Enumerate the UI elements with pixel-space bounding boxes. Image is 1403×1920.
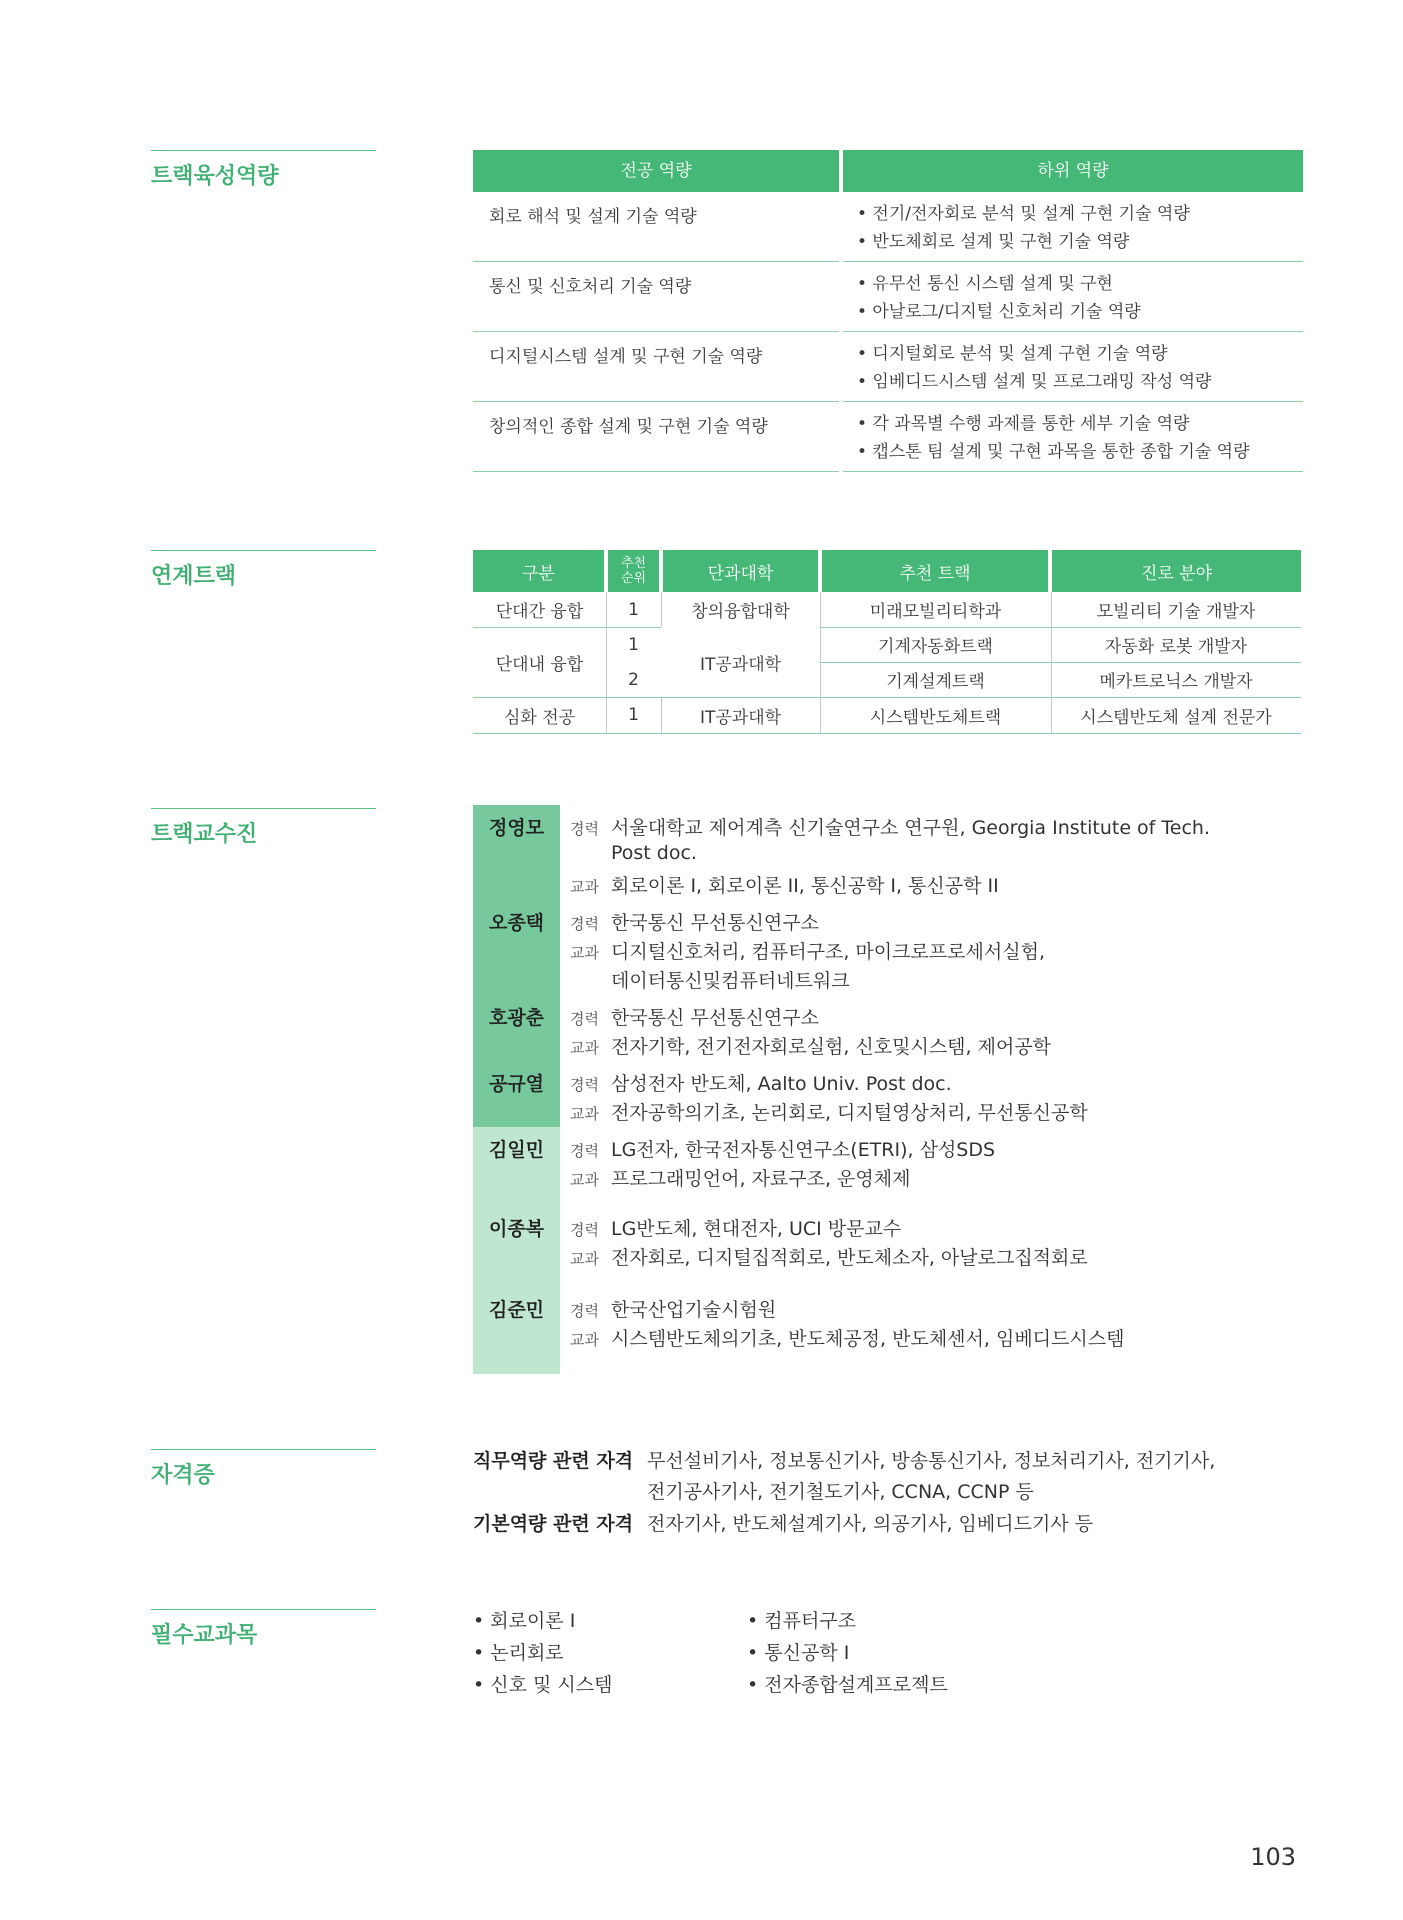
major-competency-cell: 창의적인 종합 설계 및 구현 기술 역량 (473, 402, 839, 472)
faculty-name: 김준민 (488, 1299, 545, 1321)
cell-track: 시스템반도체트랙 (869, 707, 1002, 728)
course-text: 전자회로, 디지털집적회로, 반도체소자, 아날로그집적회로 (611, 1247, 1088, 1269)
section-label-required-courses: 필수교과목 (151, 1609, 376, 1649)
cell-college: IT공과대학 (699, 707, 782, 728)
header-track: 추천 트랙 (822, 550, 1048, 592)
section-label-certifications: 자격증 (151, 1449, 376, 1489)
faculty-name: 정영모 (488, 817, 545, 839)
sub-competency-item: • 반도체회로 설계 및 구현 기술 역량 (857, 232, 1130, 252)
sub-competency-item: • 유무선 통신 시스템 설계 및 구현 (857, 274, 1113, 294)
career-tag: 경력 (570, 1221, 599, 1239)
course-tag: 교과 (570, 1171, 599, 1189)
linked-track-table-header (473, 550, 1301, 592)
career-tag: 경력 (570, 1010, 599, 1028)
cell-college: 창의융합대학 (691, 602, 790, 622)
cell-rank: 1 (628, 599, 639, 620)
course-tag: 교과 (570, 878, 599, 896)
faculty-course-line (570, 1324, 1124, 1351)
cell-track: 기계설계트랙 (886, 672, 985, 692)
cell-track: 기계자동화트랙 (878, 637, 993, 657)
career-text: 한국산업기술시험원 (611, 1299, 777, 1321)
major-competency-cell: 통신 및 신호처리 기술 역량 (473, 262, 839, 332)
faculty-career-line (570, 1214, 901, 1241)
career-tag: 경력 (570, 915, 599, 933)
table-row (473, 332, 1303, 402)
course-tag: 교과 (570, 1250, 599, 1268)
cell-career: 시스템반도체 설계 전문가 (1080, 707, 1272, 728)
career-text: 삼성전자 반도체, Aalto Univ. Post doc. (611, 1073, 952, 1095)
faculty-course-line (570, 937, 1045, 964)
course-tag: 교과 (570, 944, 599, 962)
cell-type: 심화 전공 (503, 707, 576, 728)
faculty-course-line (570, 1164, 910, 1191)
faculty-name: 호광춘 (488, 1007, 545, 1029)
table-row (473, 262, 1303, 332)
career-tag: 경력 (570, 1076, 599, 1094)
basic-cert-label: 기본역량 관련 자격 (473, 1513, 634, 1535)
header-rank-bottom: 순위 (620, 571, 647, 586)
header-type: 구분 (473, 550, 604, 592)
sub-competency-cell (843, 402, 1303, 472)
career-text: Post doc. (611, 842, 697, 864)
course-text: 전자공학의기초, 논리회로, 디지털영상처리, 무선통신공학 (611, 1102, 1088, 1124)
course-text: 전자기학, 전기전자회로실험, 신호및시스템, 제어공학 (611, 1036, 1052, 1058)
major-competency-cell: 회로 해석 및 설계 기술 역량 (473, 192, 839, 262)
section-label-competency: 트랙육성역량 (151, 150, 376, 190)
course-text: 데이터통신및컴퓨터네트워크 (611, 970, 850, 992)
faculty-name: 이종복 (488, 1218, 545, 1240)
competency-table (473, 150, 1303, 472)
page-number: 103 (1250, 1843, 1296, 1871)
header-major-competency: 전공 역량 (473, 150, 839, 192)
career-tag: 경력 (570, 820, 599, 838)
career-text: 한국통신 무선통신연구소 (611, 1007, 819, 1029)
sub-competency-cell (843, 192, 1303, 262)
faculty-career-line (570, 1295, 776, 1322)
section-label-faculty: 트랙교수진 (151, 808, 376, 848)
table-row (473, 192, 1303, 262)
course-tag: 교과 (570, 1331, 599, 1349)
table-row (473, 402, 1303, 472)
sub-competency-item: • 임베디드시스템 설계 및 프로그래밍 작성 역량 (857, 372, 1212, 392)
faculty-course-line (570, 871, 999, 898)
faculty-name: 공규열 (488, 1073, 545, 1095)
course-text: 프로그래밍언어, 자료구조, 운영체제 (611, 1168, 911, 1190)
required-course-item: • 신호 및 시스템 (473, 1674, 613, 1696)
sub-competency-item: • 디지털회로 분석 및 설계 구현 기술 역량 (857, 344, 1168, 364)
cell-rank: 2 (628, 669, 639, 690)
course-tag: 교과 (570, 1039, 599, 1057)
faculty-career-line (570, 1003, 819, 1030)
required-course-item: • 통신공학 I (747, 1642, 850, 1664)
header-rank-top: 추천 (620, 556, 647, 571)
faculty-name: 김일민 (488, 1139, 545, 1161)
cell-career: 자동화 로봇 개발자 (1104, 637, 1248, 657)
career-tag: 경력 (570, 1302, 599, 1320)
faculty-career-line (570, 813, 1210, 840)
course-text: 시스템반도체의기초, 반도체공정, 반도체센서, 임베디드시스템 (611, 1328, 1125, 1350)
cell-track: 미래모빌리티학과 (869, 602, 1002, 622)
cell-type: 단대내 융합 (495, 654, 584, 675)
competency-table-header (473, 150, 1303, 192)
required-course-item: • 논리회로 (473, 1642, 564, 1664)
header-rank (608, 550, 659, 592)
required-course-item: • 회로이론 I (473, 1610, 576, 1632)
job-cert-text: 무선설비기사, 정보통신기사, 방송통신기사, 정보처리기사, 전기기사, (647, 1450, 1216, 1472)
sub-competency-item: • 캡스톤 팀 설계 및 구현 과목을 통한 종합 기술 역량 (857, 442, 1250, 462)
faculty-career-line (570, 1135, 995, 1162)
basic-cert-text: 전자기사, 반도체설계기사, 의공기사, 임베디드기사 등 (647, 1513, 1094, 1535)
faculty-name-column-light (473, 1127, 560, 1374)
faculty-career-line (570, 842, 697, 864)
course-text: 디지털신호처리, 컴퓨터구조, 마이크로프로세서실험, (611, 941, 1045, 963)
header-sub-competency: 하위 역량 (843, 150, 1303, 192)
faculty-course-line (570, 966, 850, 993)
cell-college: IT공과대학 (661, 627, 820, 697)
major-competency-cell: 디지털시스템 설계 및 구현 기술 역량 (473, 332, 839, 402)
sub-competency-cell (843, 332, 1303, 402)
cell-rank: 1 (628, 634, 639, 655)
row-divider (473, 733, 1301, 734)
sub-competency-item: • 전기/전자회로 분석 및 설계 구현 기술 역량 (857, 204, 1190, 224)
career-text: 서울대학교 제어계측 신기술연구소 연구원, Georgia Institute of Tech. (611, 817, 1210, 839)
cell-type: 단대간 융합 (495, 602, 584, 622)
faculty-career-line (570, 908, 819, 935)
career-text: 한국통신 무선통신연구소 (611, 912, 819, 934)
required-course-item: • 컴퓨터구조 (747, 1610, 857, 1632)
faculty-career-line (570, 1069, 952, 1096)
sub-competency-item: • 각 과목별 수행 과제를 통한 세부 기술 역량 (857, 414, 1190, 434)
career-text: LG반도체, 현대전자, UCI 방문교수 (611, 1218, 902, 1240)
course-tag: 교과 (570, 1105, 599, 1123)
career-tag: 경력 (570, 1142, 599, 1160)
faculty-course-line (570, 1243, 1088, 1270)
career-text: LG전자, 한국전자통신연구소(ETRI), 삼성SDS (611, 1139, 996, 1161)
header-college: 단과대학 (663, 550, 818, 592)
cell-rank: 1 (628, 705, 639, 725)
faculty-course-line (570, 1032, 1051, 1059)
cell-career: 모빌리티 기술 개발자 (1096, 602, 1256, 622)
job-cert-label: 직무역량 관련 자격 (473, 1450, 634, 1472)
sub-competency-item: • 아날로그/디지털 신호처리 기술 역량 (857, 302, 1141, 322)
job-cert-line (473, 1446, 1215, 1473)
basic-cert-line (473, 1509, 1093, 1536)
section-label-linked-track: 연계트랙 (151, 550, 376, 590)
sub-competency-cell (843, 262, 1303, 332)
cell-career: 메카트로닉스 개발자 (1099, 672, 1253, 692)
faculty-name: 오종택 (488, 912, 545, 934)
job-cert-text-continued: 전기공사기사, 전기철도기사, CCNA, CCNP 등 (647, 1481, 1034, 1503)
required-course-item: • 전자종합설계프로젝트 (747, 1674, 948, 1696)
header-career: 진로 분야 (1052, 550, 1301, 592)
linked-track-table (473, 550, 1301, 728)
faculty-course-line (570, 1098, 1088, 1125)
course-text: 회로이론 I, 회로이론 II, 통신공학 I, 통신공학 II (611, 875, 999, 897)
